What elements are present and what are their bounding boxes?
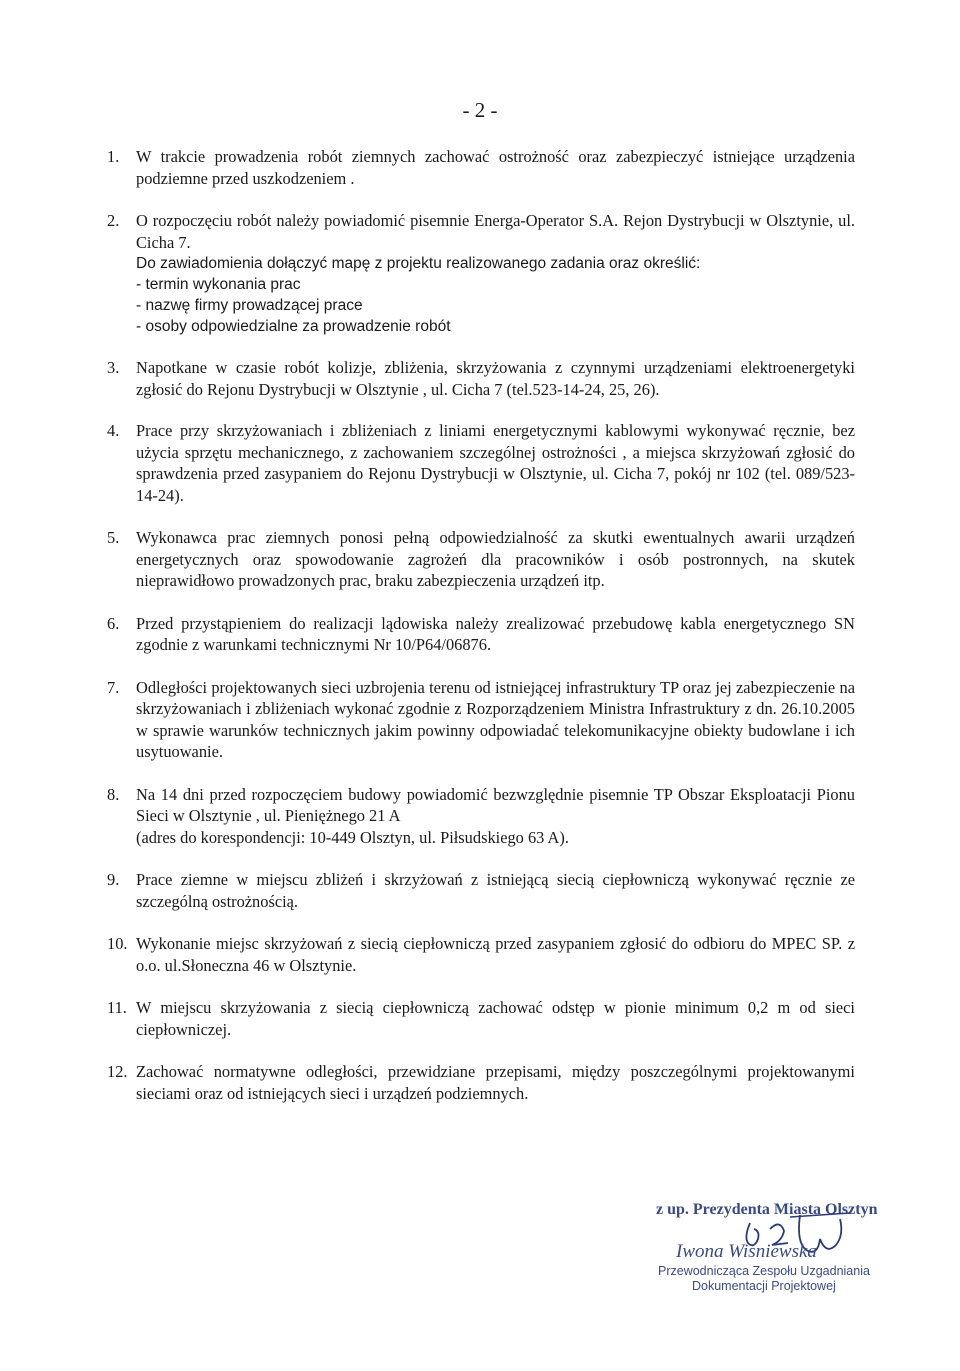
item-number: 11.: [107, 998, 127, 1017]
list-item: [107, 420, 855, 506]
list-item: [107, 784, 855, 849]
item-subline: Do zawiadomienia dołączyć mapę z projektu realizowanego zadania oraz określić:: [136, 255, 701, 272]
list-item: [107, 677, 855, 763]
list-item: [107, 933, 855, 976]
item-text: Prace przy skrzyżowaniach i zbliżeniach z liniami energetycznymi kablowymi wykonywać ręcznie, bez użycia sprzętu mechanicznego, z zachowaniem szczególnej ostrożności , a miejsca skrzyżowań zgłosić do sprawdzenia przed zasypaniem do Rejonu Dystrybucji w Olsztynie, ul. Cicha 7, pokój nr 102 (tel. 089/523-14-24).: [136, 421, 855, 505]
item-number: 7.: [107, 677, 120, 697]
list-item: [107, 997, 855, 1040]
item-number: 6.: [107, 613, 120, 633]
item-text: W trakcie prowadzenia robót ziemnych zachować ostrożność oraz zabezpieczyć istniejące urządzenia podziemne przed uszkodzeniem .: [136, 147, 855, 188]
item-number: 5.: [107, 528, 120, 547]
list-item: [107, 869, 855, 912]
item-text: Na 14 dni przed rozpoczęciem budowy powiadomić bezwzględnie pisemnie TP Obszar Eksploatacji Pionu Sieci w Olsztynie , ul. Pieniężnego 21 A: [136, 784, 855, 825]
item-number: 9.: [107, 870, 120, 889]
item-text: Zachować normatywne odległości, przewidziane przepisami, między poszczególnymi projektowanymi sieciami oraz od istniejących sieci i urządzeń podziemnych.: [136, 1062, 855, 1103]
item-text: Prace ziemne w miejscu zbliżeń i skrzyżowań z istniejącą siecią ciepłowniczą wykonywać ręcznie ze szczególną ostrożnością.: [136, 870, 855, 911]
conditions-list: [107, 146, 855, 1104]
item-number: 12.: [107, 1062, 128, 1081]
item-text: Wykonanie miejsc skrzyżowań z siecią ciepłowniczą przed zasypaniem zgłosić do odbioru do MPEC SP. z o.o. ul.Słoneczna 46 w Olsztynie.: [136, 934, 855, 975]
item-number: 3.: [107, 358, 120, 377]
list-item: [107, 210, 855, 337]
item-number: 8.: [107, 784, 120, 804]
item-text: O rozpoczęciu robót należy powiadomić pisemnie Energa-Operator S.A. Rejon Dystrybucji w Olsztynie, ul. Cicha 7.: [136, 211, 855, 252]
item-subline: - nazwę firmy prowadzącej prace: [136, 297, 363, 314]
list-item: [107, 527, 855, 592]
list-item: [107, 613, 855, 656]
item-text: W miejscu skrzyżowania z siecią ciepłowniczą zachować odstęp w pionie minimum 0,2 m od sieci ciepłowniczej.: [136, 998, 855, 1039]
item-text: Napotkane w czasie robót kolizje, zbliżenia, skrzyżowania z czynnymi urządzeniami elektroenergetyki zgłosić do Rejonu Dystrybucji w Olsztynie , ul. Cicha 7 (tel.523-14-24, 25, 26).: [136, 358, 855, 399]
item-extra-line: (adres do korespondencji: 10-449 Olsztyn, ul. Piłsudskiego 63 A).: [136, 827, 569, 847]
item-number: 2.: [107, 211, 120, 230]
item-text: Odległości projektowanych sieci uzbrojenia terenu od istniejącej infrastruktury TP oraz jej zabezpieczenie na skrzyżowaniach i zbliżeniach wykonać zgodnie z Rozporządzeniem Ministra Infrastruktury z dn. 26.10.2005 w sprawie warunków technicznych jakim powinny odpowiadać telekomunikacyjne obiekty budowlane i ich usytuowanie.: [136, 677, 855, 761]
signatory-name: Iwona Wiśniewska: [676, 1241, 817, 1262]
signatory-role: Przewodnicząca Zespołu Uzgadniania: [658, 1264, 870, 1278]
signatory-department: Dokumentacji Projektowej: [692, 1279, 836, 1293]
list-item: [107, 1061, 855, 1104]
item-number: 4.: [107, 421, 120, 440]
signature-stamp: [640, 1195, 900, 1305]
list-item: [107, 357, 855, 400]
list-item: [107, 146, 855, 189]
stamp-authority-line: z up. Prezydenta Miasta Olsztyn: [656, 1201, 878, 1218]
item-subline: - termin wykonania prac: [136, 276, 301, 293]
item-number: 1.: [107, 147, 120, 166]
item-text: Wykonawca prac ziemnych ponosi pełną odpowiedzialność za skutki ewentualnych awarii urządzeń energetycznych oraz spowodowanie zagrożeń dla pracowników i osób postronnych, na skutek nieprawidłowo prowadzonych prac, braku zabezpieczenia urządzeń itp.: [136, 528, 855, 590]
item-text: Przed przystąpieniem do realizacji lądowiska należy zrealizować przebudowę kabla energetycznego SN zgodnie z warunkami technicznymi Nr 10/P64/06876.: [136, 613, 855, 654]
page-number: - 2 -: [462, 98, 498, 122]
item-subline: - osoby odpowiedzialne za prowadzenie robót: [136, 318, 451, 335]
item-number: 10.: [107, 934, 128, 953]
